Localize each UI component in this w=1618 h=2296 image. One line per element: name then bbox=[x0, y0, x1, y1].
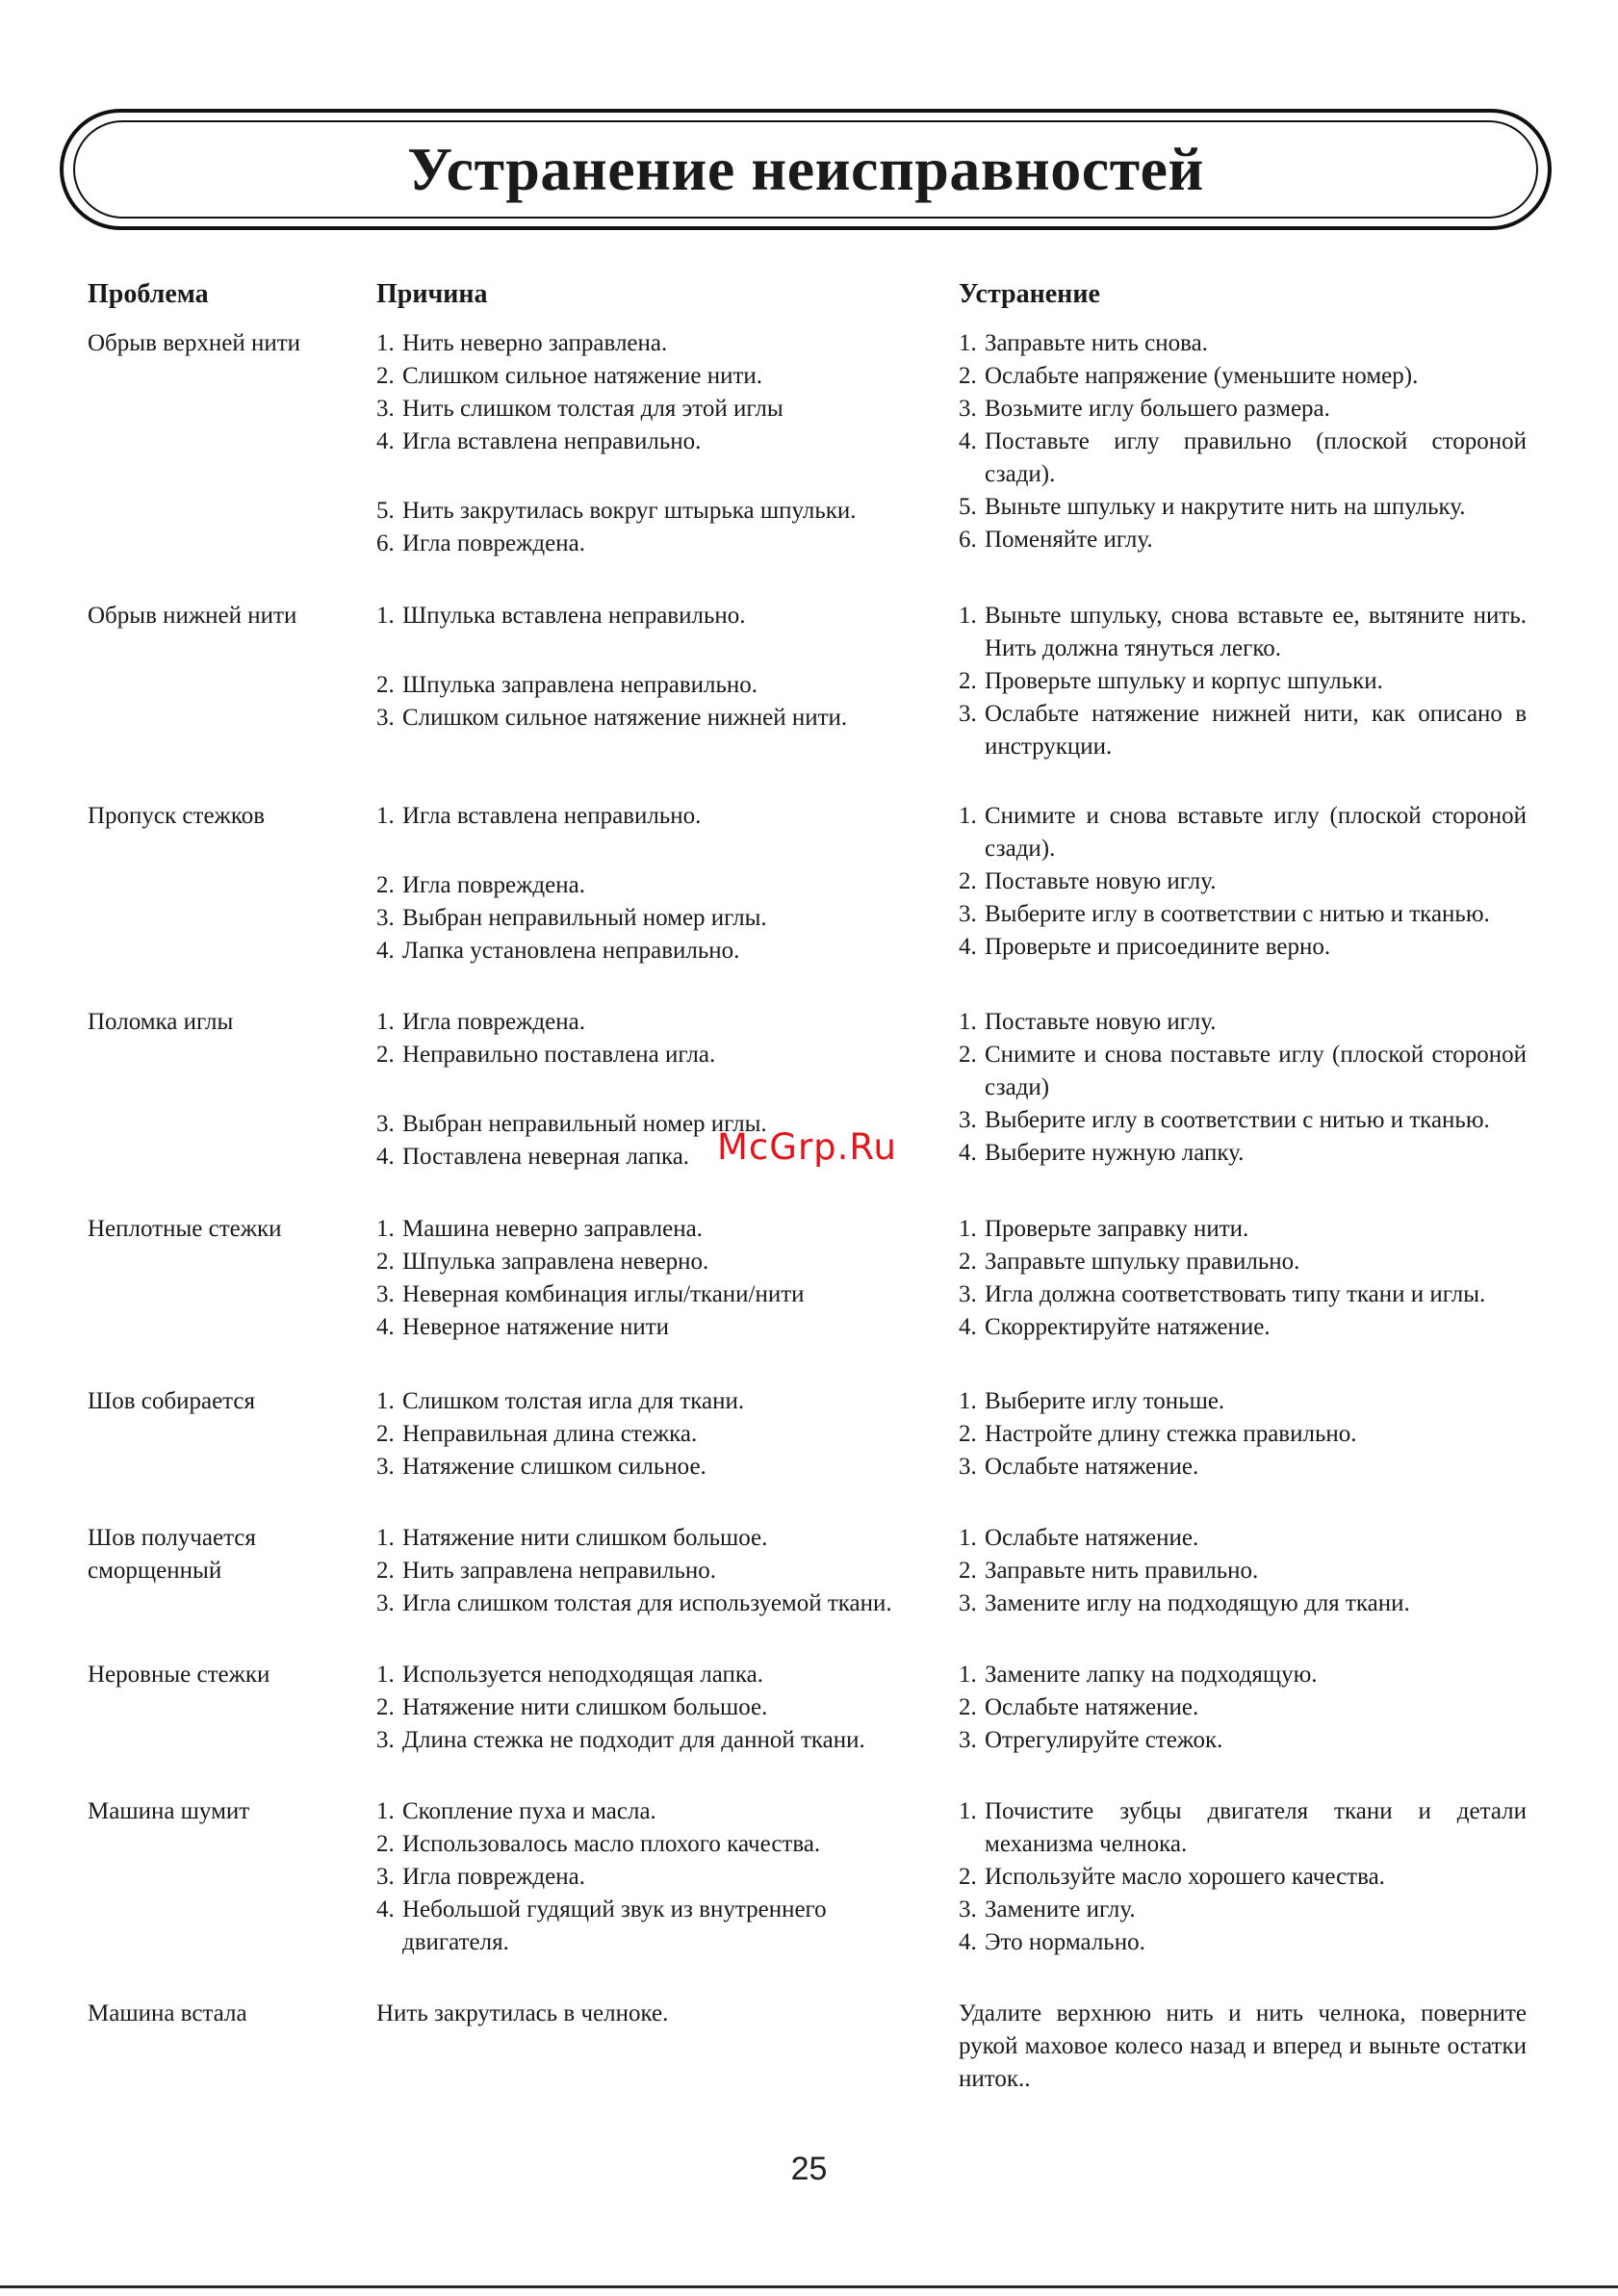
remedy-cell bbox=[959, 1659, 1527, 1757]
cause-cell bbox=[376, 327, 944, 560]
cause-item: 4. Лапка установлена неправильно. bbox=[376, 938, 740, 964]
cause-cell bbox=[376, 1522, 944, 1620]
remedy-item: 4. Выберите нужную лапку. bbox=[959, 1140, 1245, 1166]
remedy-item: 1. Заправьте нить снова. bbox=[959, 330, 1208, 356]
cause-item: 3. Натяжение слишком сильное. bbox=[376, 1454, 706, 1480]
remedy-item: 3. Ослабьте натяжение нижней нити, как описано в инструкции. bbox=[959, 701, 1527, 760]
cause-item: 3. Нить слишком толстая для этой иглы bbox=[376, 396, 783, 422]
bottom-divider bbox=[0, 2285, 1618, 2288]
remedy-item: 3. Ослабьте натяжение. bbox=[959, 1454, 1199, 1480]
cause-item: 3. Слишком сильное натяжение нижней нити. bbox=[376, 705, 848, 731]
remedy-item: 3. Выберите иглу в соответствии с нитью и тканью. bbox=[959, 901, 1490, 927]
remedy-item: 1. Ослабьте натяжение. bbox=[959, 1525, 1199, 1551]
problem-cell: Машина встала bbox=[88, 2000, 247, 2026]
watermark: McGrp.Ru bbox=[717, 1126, 897, 1168]
problem-cell: Машина шумит bbox=[88, 1798, 250, 1824]
cause-cell bbox=[376, 1213, 944, 1344]
cause-item: 3. Выбран неправильный номер иглы. bbox=[376, 1111, 767, 1137]
cause-cell bbox=[376, 1385, 944, 1483]
remedy-item: 6. Поменяйте иглу. bbox=[959, 527, 1153, 553]
remedy-item: 2. Снимите и снова поставьте иглу (плоской стороной сзади) bbox=[959, 1042, 1527, 1100]
cause-item: 1. Игла вставлена неправильно. bbox=[376, 803, 702, 829]
cause-item: 2. Игла повреждена. bbox=[376, 872, 585, 898]
remedy-item: 5. Выньте шпульку и накрутите нить на шпульку. bbox=[959, 494, 1466, 520]
remedy-item: 2. Ослабьте натяжение. bbox=[959, 1694, 1199, 1720]
cause-item: 1. Игла повреждена. bbox=[376, 1009, 585, 1035]
page-number: 25 bbox=[790, 2151, 828, 2187]
problem-cell: Пропуск стежков bbox=[88, 803, 265, 829]
header-cause: Причина bbox=[376, 279, 488, 309]
title-banner bbox=[60, 109, 1552, 230]
remedy-item: 1. Выньте шпульку, снова вставьте ее, вытяните нить. Нить должна тянуться легко. bbox=[959, 603, 1527, 661]
problem-cell: Неплотные стежки bbox=[88, 1216, 282, 1242]
remedy-item: 3. Возьмите иглу большего размера. bbox=[959, 396, 1330, 422]
header-problem: Проблема bbox=[88, 279, 209, 309]
page-title: Устранение неисправностей bbox=[407, 135, 1204, 203]
cause-item: 2. Нить заправлена неправильно. bbox=[376, 1558, 717, 1584]
cause-item: 2. Неправильная длина стежка. bbox=[376, 1421, 698, 1447]
problem-cell: Шов собирается bbox=[88, 1388, 255, 1414]
cause-item: 3. Длина стежка не подходит для данной ткани. bbox=[376, 1727, 865, 1753]
cause-item: 3. Неверная комбинация иглы/ткани/нити bbox=[376, 1281, 805, 1307]
remedy-item: 3. Замените иглу. bbox=[959, 1896, 1136, 1922]
cause-item: 3. Игла слишком толстая для используемой ткани. bbox=[376, 1590, 892, 1616]
remedy-item: 1. Проверьте заправку нити. bbox=[959, 1216, 1249, 1242]
remedy-item: 2. Поставьте новую иглу. bbox=[959, 868, 1217, 894]
remedy-item: 2. Ослабьте напряжение (уменьшите номер). bbox=[959, 363, 1419, 389]
remedy-cell bbox=[959, 1213, 1527, 1344]
remedy-item: 4. Поставьте иглу правильно (плоской стороной сзади). bbox=[959, 428, 1527, 487]
remedy-item: 4. Проверьте и присоедините верно. bbox=[959, 934, 1331, 960]
cause-item: 1. Машина неверно заправлена. bbox=[376, 1216, 703, 1242]
cause-cell bbox=[376, 1659, 944, 1757]
problem-cell: Обрыв нижней нити bbox=[88, 603, 297, 629]
cause-item: 2. Слишком сильное натяжение нити. bbox=[376, 363, 763, 389]
remedy-cell bbox=[959, 1006, 1527, 1170]
remedy-item: 2. Заправьте нить правильно. bbox=[959, 1558, 1259, 1584]
problem-cell: Поломка иглы bbox=[88, 1009, 234, 1035]
remedy-item: 3. Игла должна соответствовать типу ткани и иглы. bbox=[959, 1281, 1486, 1307]
remedy-cell bbox=[959, 800, 1527, 964]
remedy-item: 1. Поставьте новую иглу. bbox=[959, 1009, 1217, 1035]
remedy-item: 2. Проверьте шпульку и корпус шпульки. bbox=[959, 668, 1383, 694]
cause-item: 2. Использовалось масло плохого качества. bbox=[376, 1831, 821, 1857]
remedy-item: 3. Замените иглу на подходящую для ткани. bbox=[959, 1590, 1410, 1616]
remedy-item: 4. Это нормально. bbox=[959, 1929, 1145, 1955]
cause-item: 2. Шпулька заправлена неверно. bbox=[376, 1249, 709, 1275]
problem-cell: Шов получается сморщенный bbox=[88, 1525, 256, 1584]
problem-cell: Неровные стежки bbox=[88, 1662, 270, 1688]
cause-item: 1. Скопление пуха и масла. bbox=[376, 1798, 656, 1824]
cause-item: 4. Небольшой гудящий звук из внутреннего двигателя. bbox=[376, 1896, 827, 1955]
cause-item: 1. Используется неподходящая лапка. bbox=[376, 1662, 763, 1688]
remedy-item: 2. Используйте масло хорошего качества. bbox=[959, 1864, 1385, 1890]
cause-cell bbox=[376, 600, 944, 735]
cause-item: 2. Шпулька заправлена неправильно. bbox=[376, 672, 758, 698]
cause-cell bbox=[376, 1795, 944, 1959]
cause-cell bbox=[376, 800, 944, 967]
cause-item: 6. Игла повреждена. bbox=[376, 530, 585, 556]
cause-item: 1. Нить неверно заправлена. bbox=[376, 330, 668, 356]
cause-item: 1. Натяжение нити слишком большое. bbox=[376, 1525, 768, 1551]
remedy-item: 2. Заправьте шпульку правильно. bbox=[959, 1249, 1300, 1275]
remedy-cell bbox=[959, 1795, 1527, 1959]
cause-item: 1. Слишком толстая игла для ткани. bbox=[376, 1388, 745, 1414]
problem-cell: Обрыв верхней нити bbox=[88, 330, 301, 356]
cause-item: 2. Натяжение нити слишком большое. bbox=[376, 1694, 768, 1720]
cause-item: 4. Игла вставлена неправильно. bbox=[376, 428, 702, 454]
cause-item: 2. Неправильно поставлена игла. bbox=[376, 1042, 716, 1068]
cause-item: 4. Неверное натяжение нити bbox=[376, 1314, 670, 1340]
remedy-item: 3. Выберите иглу в соответствии с нитью и тканью. bbox=[959, 1107, 1490, 1133]
remedy-item: 1. Замените лапку на подходящую. bbox=[959, 1662, 1318, 1688]
remedy-cell bbox=[959, 327, 1527, 556]
header-remedy: Устранение bbox=[959, 279, 1100, 309]
remedy-item: 1. Выберите иглу тоньше. bbox=[959, 1388, 1225, 1414]
remedy-cell bbox=[959, 1522, 1527, 1620]
remedy-cell: Удалите верхнюю нить и нить челнока, поверните рукой маховое колесо назад и вперед и выньте остатки ниток.. bbox=[959, 2000, 1527, 2092]
cause-item: 1. Шпулька вставлена неправильно. bbox=[376, 603, 746, 629]
remedy-cell bbox=[959, 600, 1527, 763]
cause-item: 5. Нить закрутилась вокруг штырька шпульки. bbox=[376, 498, 857, 524]
cause-item: 3. Игла повреждена. bbox=[376, 1864, 585, 1890]
cause-cell: Нить закрутилась в челноке. bbox=[376, 2000, 669, 2026]
cause-item: 3. Выбран неправильный номер иглы. bbox=[376, 905, 767, 931]
cause-item: 4. Поставлена неверная лапка. bbox=[376, 1144, 690, 1170]
remedy-item: 1. Снимите и снова вставьте иглу (плоской стороной сзади). bbox=[959, 803, 1527, 862]
remedy-item: 3. Отрегулируйте стежок. bbox=[959, 1727, 1223, 1753]
remedy-item: 1. Почистите зубцы двигателя ткани и детали механизма челнока. bbox=[959, 1798, 1527, 1857]
remedy-item: 2. Настройте длину стежка правильно. bbox=[959, 1421, 1357, 1447]
remedy-cell bbox=[959, 1385, 1527, 1483]
remedy-item: 4. Скорректируйте натяжение. bbox=[959, 1314, 1271, 1340]
